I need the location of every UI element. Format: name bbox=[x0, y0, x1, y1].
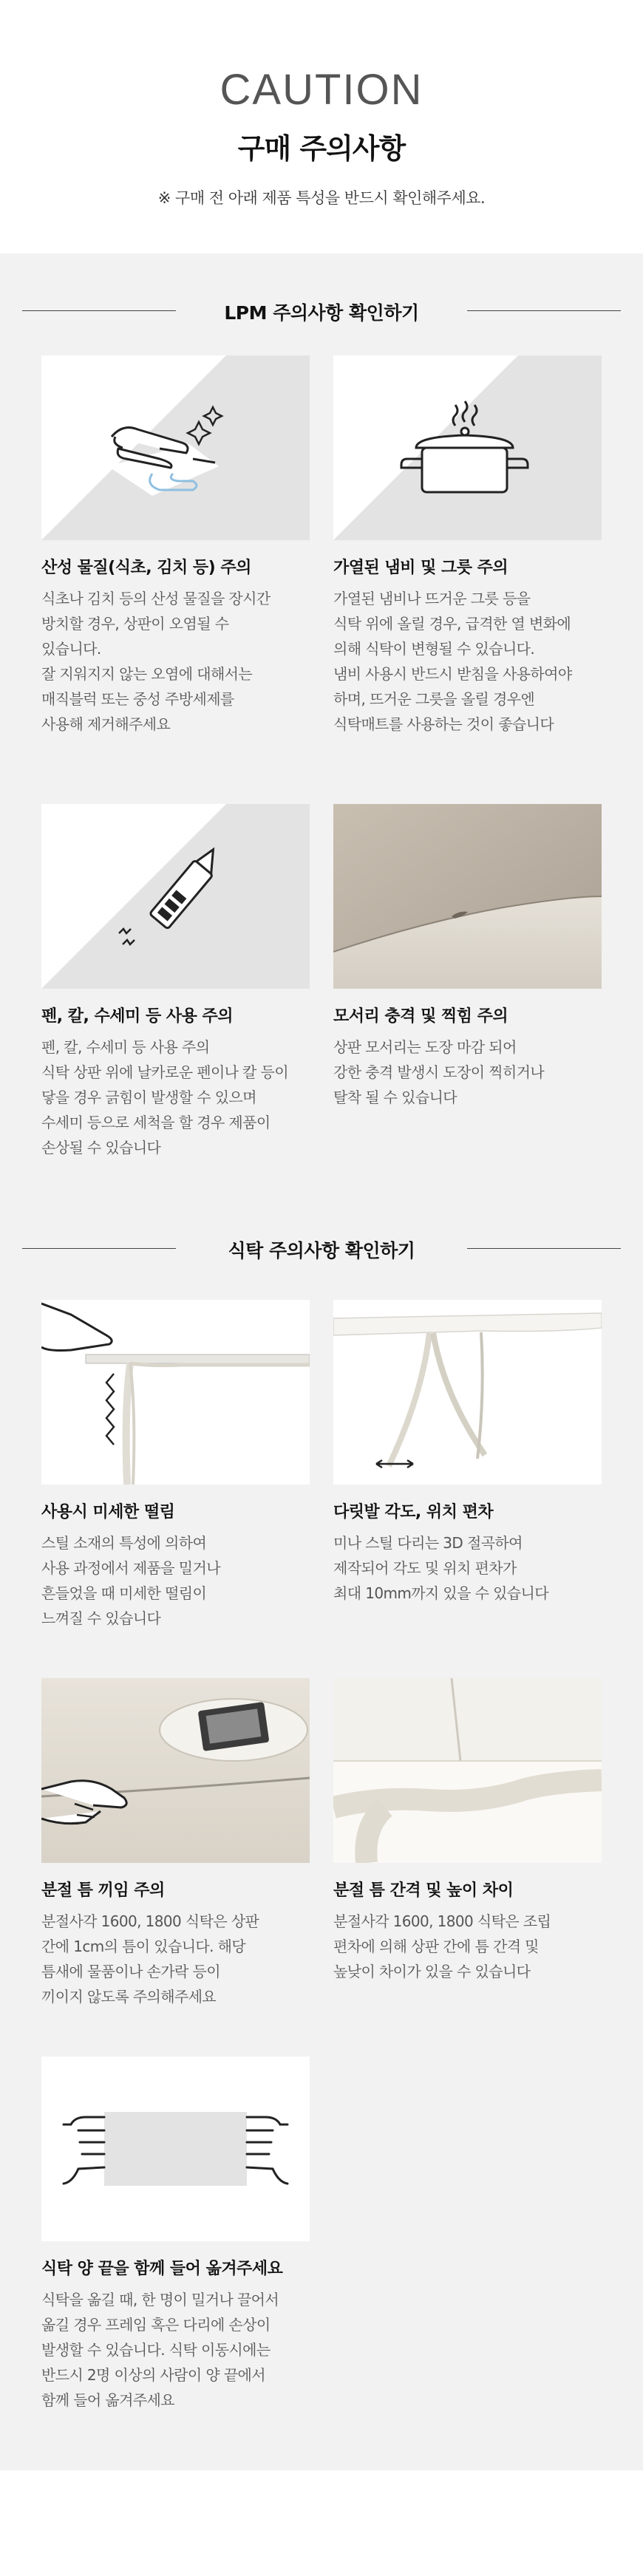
section-divider-right bbox=[467, 310, 621, 311]
card-title: 산성 물질(식초, 김치 등) 주의 bbox=[41, 559, 251, 577]
card-title: 다릿발 각도, 위치 편차 bbox=[333, 1503, 494, 1522]
gap-finger-photo bbox=[41, 1678, 310, 1863]
section-header-table bbox=[0, 1233, 643, 1263]
two-hands-lift-icon bbox=[41, 2057, 310, 2241]
cutter-knife-icon bbox=[41, 804, 310, 989]
hot-pot-icon bbox=[333, 355, 602, 540]
gap-height-photo bbox=[333, 1678, 602, 1863]
wiping-hand-icon bbox=[41, 355, 310, 540]
card-description: 펜, 칼, 수세미 등 사용 주의 식탁 상판 위에 날카로운 펜이나 칼 등이 닿을 경우 긁힘이 발생할 수 있으며 수세미 등으로 세척을 할 경우 제품이 손상될 수 있습니다 bbox=[41, 1038, 289, 1156]
card-description: 미나 스틸 다리는 3D 절곡하여 제작되어 각도 및 위치 편차가 최대 10mm까지 있을 수 있습니다 bbox=[333, 1534, 548, 1602]
card-description: 가열된 냄비나 뜨거운 그릇 등을 식탁 위에 올릴 경우, 급격한 열 변화에 의해 식탁이 변형될 수 있습니다. 냄비 사용시 반드시 받침을 사용하여야 하며, 뜨거운 그릇을 올릴 경우엔 식탁매트를 사용하는 것이 좋습니다 bbox=[333, 590, 572, 733]
card-description: 분절사각 1600, 1800 식탁은 조립 편차에 의해 상판 간에 틈 간격 및 높낮이 차이가 있을 수 있습니다 bbox=[333, 1912, 551, 1980]
table-vibration-icon bbox=[41, 1300, 310, 1485]
card-title: 사용시 미세한 떨림 bbox=[41, 1503, 175, 1522]
card-description: 상판 모서리는 도장 마감 되어 강한 충격 발생시 도장이 찍히거나 탈착 될 수 있습니다 bbox=[333, 1038, 545, 1106]
page-footer-space bbox=[0, 2470, 643, 2576]
card-title: 펜, 칼, 수세미 등 사용 주의 bbox=[41, 1007, 234, 1026]
caution-body bbox=[0, 253, 643, 2470]
section-divider-right bbox=[467, 1248, 621, 1249]
section-title: LPM 주의사항 확인하기 bbox=[224, 302, 419, 324]
section-title: 식탁 주의사항 확인하기 bbox=[228, 1240, 415, 1261]
card-description: 분절사각 1600, 1800 식탁은 상판 간에 1cm의 틈이 있습니다. 해당 틈새에 물품이나 손가락 등이 끼이지 않도록 주의해주세요 bbox=[41, 1912, 259, 2006]
caution-header bbox=[0, 0, 643, 253]
card-title: 분절 틈 간격 및 높이 차이 bbox=[333, 1881, 514, 1900]
caution-title-en: CAUTION bbox=[220, 66, 423, 114]
card-title: 가열된 냄비 및 그릇 주의 bbox=[333, 559, 508, 577]
section-header-lpm bbox=[0, 296, 643, 325]
card-title: 식탁 양 끝을 함께 들어 옮겨주세요 bbox=[41, 2260, 283, 2278]
caution-note: ※ 구매 전 아래 제품 특성을 반드시 확인해주세요. bbox=[157, 189, 486, 207]
card-title: 모서리 충격 및 찍힘 주의 bbox=[333, 1007, 508, 1026]
edge-chip-photo bbox=[333, 804, 602, 989]
caution-title-ko: 구매 주의사항 bbox=[237, 132, 406, 165]
card-description: 식초나 김치 등의 산성 물질을 장시간 방치할 경우, 상판이 오염될 수 있습니다. 잘 지워지지 않는 오염에 대해서는 매직블럭 또는 중성 주방세제를 사용해 제거해주세요 bbox=[41, 590, 271, 733]
leg-angle-icon bbox=[333, 1300, 602, 1485]
card-description: 스틸 소재의 특성에 의하여 사용 과정에서 제품을 밀거나 흔들었을 때 미세한 떨림이 느껴질 수 있습니다 bbox=[41, 1534, 220, 1627]
card-title: 분절 틈 끼임 주의 bbox=[41, 1881, 165, 1900]
card-description: 식탁을 옮길 때, 한 명이 밀거나 끌어서 옮길 경우 프레임 혹은 다리에 손상이 발생할 수 있습니다. 식탁 이동시에는 반드시 2명 이상의 사람이 양 끝에서 함께 들어 옮겨주세요 bbox=[41, 2291, 279, 2409]
